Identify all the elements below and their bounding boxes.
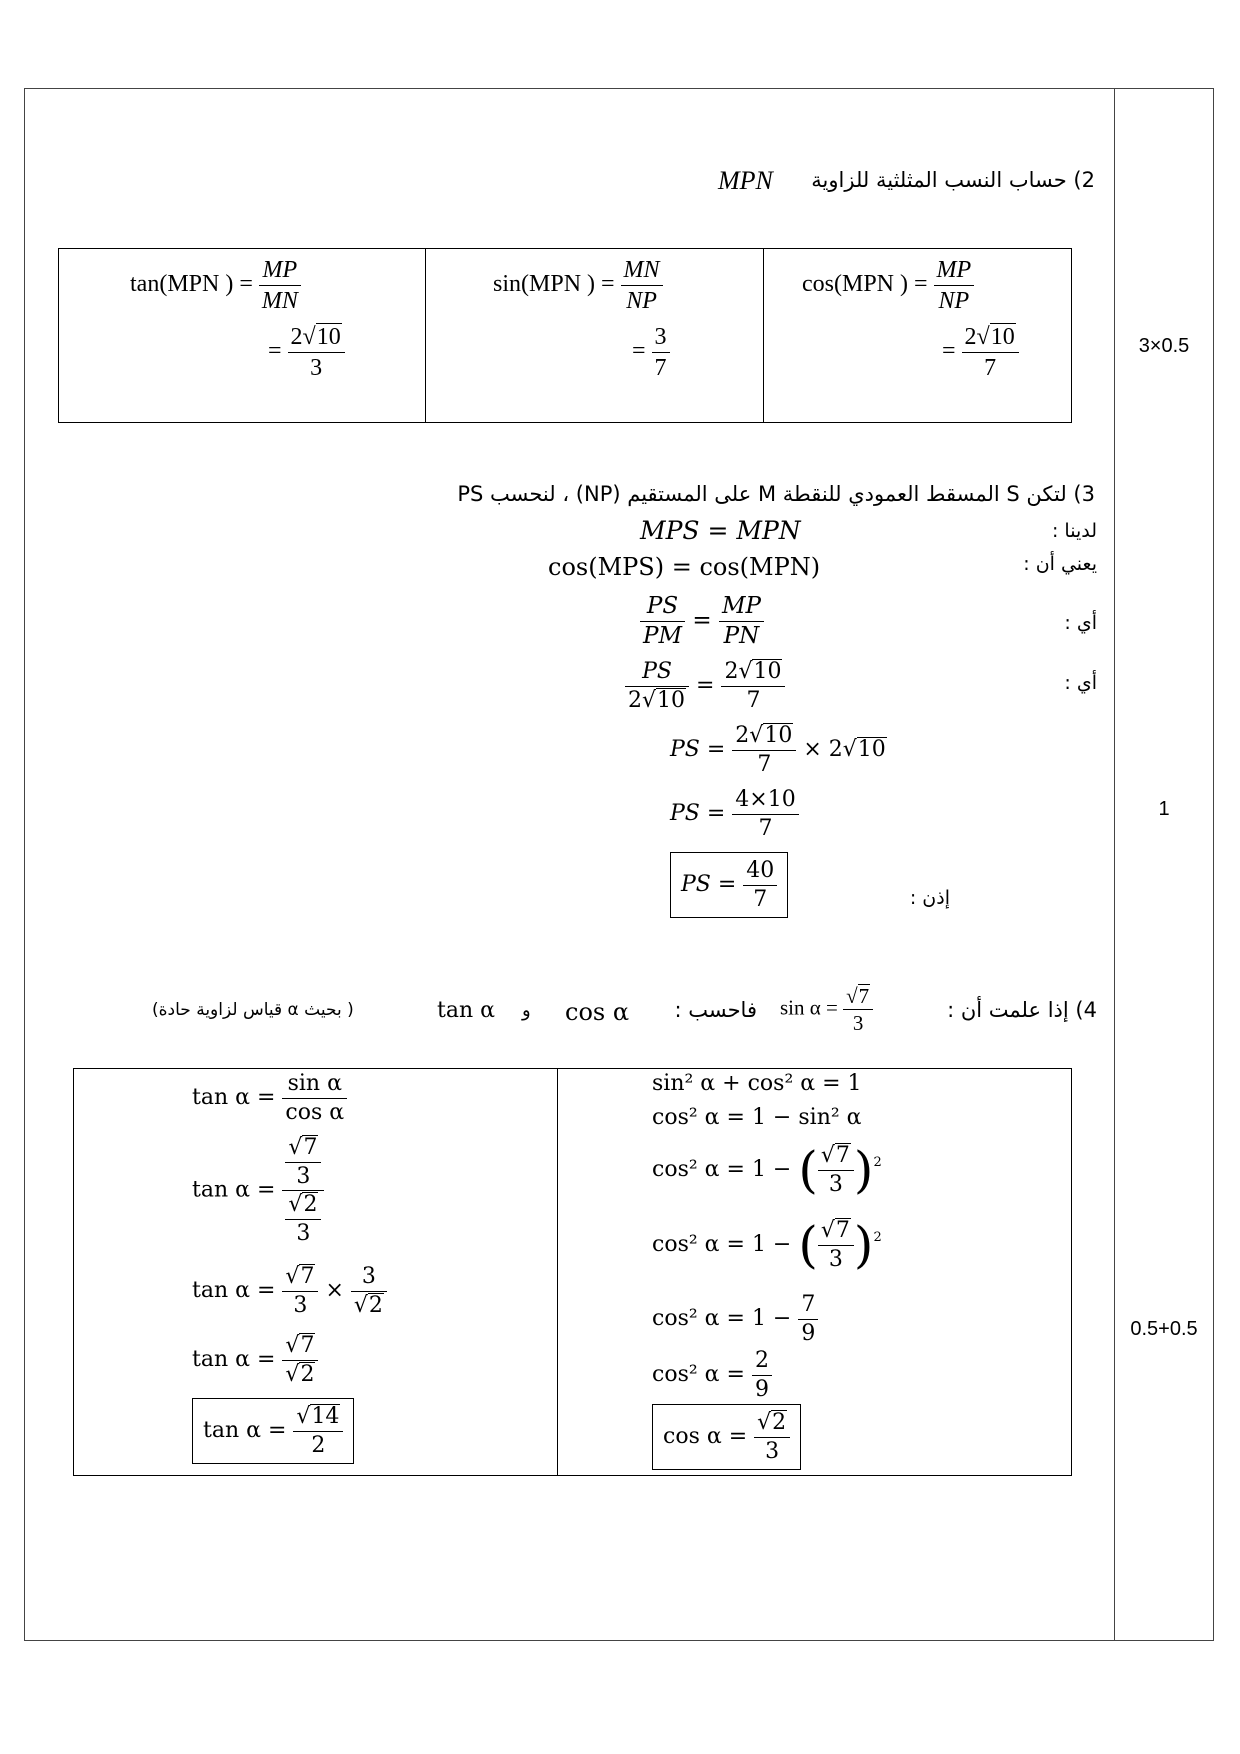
sin-den: NP [626,288,657,314]
s3-line4: $\frac{PS}{2√10}$ = $\frac{2√10}{7}$ [625,658,785,714]
cos-result-rad: 2 [772,1410,787,1435]
tan-step-2-lhs: tan α = [192,1177,276,1203]
section2-mark: 3×0.5 [1138,335,1190,357]
sin-fraction [621,255,663,316]
tan-step-1-frac [282,1070,347,1126]
tan-step-1-num: sin α [282,1070,347,1099]
s3-result [670,852,788,918]
s3-l6-den: 7 [758,815,773,841]
means-label: يعني أن : [1023,553,1097,575]
section4-cos-word: cos α [565,998,630,1026]
cos-step-5 [652,1291,818,1347]
cos-result-frac: $\frac{√2}{3}$ [754,1409,790,1465]
given-fraction: $\frac{√7}{3}$ [843,983,873,1037]
section4-given [780,983,873,1037]
sin-res-num: 3 [652,322,670,353]
s3-line1: MPS = MPN [640,516,801,545]
tan-step-2 [192,1134,324,1247]
cos-result-box [652,1404,801,1470]
tan-result-box [192,1398,354,1464]
section4-intro [947,998,1097,1022]
s3-l5-times: × 2 [803,737,843,762]
cos-step-5-frac [798,1291,818,1347]
s3-line3-frac2 [719,592,764,651]
section4-condition: ( بحيث α قياس لزاوية حادة) [152,1000,354,1020]
s3-line4-frac1: $\frac{PS}{2√10}$ [625,658,689,714]
tan-step-3-den: 3 [293,1292,308,1318]
s3-l4-den-rad: 10 [657,687,686,713]
so-label: إذن : [909,887,950,909]
section4-table-divider [557,1068,558,1476]
s3-l6-num: 4×10 [732,786,798,815]
tan-res-den: 3 [310,355,323,381]
tan-step-4-frac: $\frac{√7}{√2}$ [282,1332,318,1388]
ie1-label: أي : [1064,612,1097,634]
cos-step-4-lhs: cos² α = 1 − [652,1232,792,1257]
cos-step-4: cos² α = 1 − ( $\frac{√7}{3}$ )$^2$ [652,1216,882,1274]
section3-statement: لتكن S المسقط العمودي للنقطة M على المستقيم (NP) ، لنحسب PS [457,482,1067,506]
s3-l3-den2: PN [723,622,760,649]
tan-step-1-lhs: tan α = [192,1085,276,1110]
cos-res-den: 7 [984,355,997,381]
cos-step-6 [652,1347,772,1403]
s3-l4-num2-coef: 2 [724,659,739,684]
cos-step-5-num: 7 [798,1291,818,1320]
tan-step-2-rad-a: 7 [303,1135,318,1160]
s3-line4-frac2: $\frac{2√10}{7}$ [721,658,785,714]
s3-res-lhs: PS [681,872,711,897]
tan-result-rad: 14 [311,1404,340,1429]
section2-angle [718,168,773,194]
cos-step-6-lhs: cos² α = [652,1362,745,1387]
s3-l3-den1: PM [643,622,683,649]
s3-l3-num2: MP [719,592,764,622]
section2-heading [811,168,1095,192]
cos-result-lhs: cos α = [663,1424,748,1449]
cos-step-6-num: 2 [752,1347,772,1376]
section2-table-div2 [763,248,764,423]
s3-l4-den-coef: 2 [628,687,642,713]
sin-num: MN [621,255,663,286]
cos-step-4-rad: 7 [835,1218,850,1243]
cos-step-2: cos² α = 1 − sin² α [652,1105,862,1130]
tan-lhs: tan(MPN ) = [130,271,253,298]
s3-line6: PS = $\frac{4\times 10}{7}$ [670,786,799,842]
s3-l5-num-coef: 2 [735,723,750,748]
cos-fraction [934,255,975,316]
section3-mark: 1 [1158,798,1170,820]
cos-step-6-den: 9 [754,1376,769,1402]
cos-step-5-den: 9 [801,1320,816,1346]
tan-step-3-num2: 3 [351,1263,387,1292]
tan-step-2-den-b: 3 [296,1220,311,1246]
s3-res-num: 40 [743,857,777,886]
section2-title: حساب النسب المثلثية للزاوية [811,168,1067,192]
section4-mark: 0.5+0.5 [1130,1318,1198,1340]
tan-den: MN [261,288,298,314]
section2-angle-text: MPN [718,166,773,195]
cos-step-1: sin² α + cos² α = 1 [652,1071,862,1096]
s3-line2: cos(MPS) = cos(MPN) [548,553,821,581]
tan-result-den: 2 [311,1432,326,1458]
s3-l4-den2: 7 [746,687,761,713]
tan-step-1 [192,1070,347,1126]
tan-step-2-bottom: $\frac{√2}{3}$ [285,1191,321,1247]
sin-result: = $\frac{3}{7}$ [632,322,670,383]
cos-step-3-frac: $\frac{√7}{3}$ [818,1142,854,1198]
cos-step-3: cos² α = 1 − ( $\frac{√7}{3}$ )$^2$ [652,1141,882,1199]
section4-number: 4) [1075,998,1097,1022]
given-lhs: sin α = [780,995,838,1020]
tan-result-frac: $\frac{√14}{2}$ [293,1403,343,1459]
ie2-label: أي : [1064,672,1097,694]
s3-line3: $\frac{PS}{PM}$ = $\frac{MP}{PN}$ [640,592,764,651]
section4-and: و [522,1000,531,1021]
s3-line6-frac [732,786,798,842]
tan-step-4-lhs: tan α = [192,1347,276,1372]
s3-l5-den: 7 [757,751,772,777]
tan-step-3-lhs: tan α = [192,1278,276,1303]
s3-res-den: 7 [753,886,768,912]
tan-step-2-den-a: 3 [296,1163,311,1189]
cos-res-rad: 10 [990,324,1015,350]
tan-step-4-rad-den: 2 [300,1361,315,1387]
cos-step-3-den: 3 [828,1171,843,1197]
cos-step-5-lhs: cos² α = 1 − [652,1306,792,1331]
s3-l5-rad: 10 [857,737,886,762]
s3-line3-frac1 [640,592,685,651]
given-den: 3 [852,1011,864,1036]
tan-step-2-top: $\frac{√7}{3}$ [285,1134,321,1190]
cos-result-den: 3 [765,1438,780,1464]
s3-l4-num1: PS [625,658,689,687]
tan-fraction [259,255,301,316]
cos-step-4-frac: $\frac{√7}{3}$ [818,1217,854,1273]
cos-result-fraction: $\frac{2√10}{7}$ [962,322,1019,383]
s3-line5-frac: $\frac{2√10}{7}$ [732,722,796,778]
section4-tan-word: tan α [437,998,495,1023]
sin-lhs: sin(MPN ) = [493,271,615,298]
cos-lhs: cos(MPN ) = [802,271,928,298]
tan-step-3-frac2: $\frac{3}{√2}$ [351,1263,387,1319]
tan-result: = $\frac{2√10}{3}$ [268,322,345,383]
cos-den: NP [938,288,970,314]
sin-result-fraction [652,322,670,383]
section4-statement-b: فاحسب : [674,998,757,1022]
cos-step-3-lhs: cos² α = 1 − [652,1157,792,1182]
cos-step-4-den: 3 [828,1246,843,1272]
sin-res-den: 7 [654,355,667,381]
s3-l6-lhs: PS [670,801,700,826]
tan-result-lhs: tan α = [203,1418,287,1443]
s3-result-box: PS = $\frac{40}{7}$ [670,852,788,918]
s3-result-frac [743,857,777,913]
cos-num: MP [934,255,975,286]
cos-result [652,1404,801,1470]
marks-column-divider [1114,88,1115,1641]
tan-definition [130,255,301,316]
tan-res-coef: 2 [290,324,303,350]
sin-definition [493,255,663,316]
cos-result: = $\frac{2√10}{7}$ [942,322,1019,383]
given-rad: 7 [858,984,870,1008]
tan-step-3-times: × [325,1278,344,1303]
cos-step-3-rad: 7 [835,1143,850,1168]
section4-statement-a: إذا علمت أن : [947,998,1069,1022]
tan-step-2-complex-frac [282,1134,324,1247]
cos-definition [802,255,974,316]
tan-step-2-rad-b: 2 [303,1192,318,1217]
s3-l5-num-rad: 10 [764,723,793,748]
tan-step-3-rad2: 2 [368,1292,383,1318]
tan-result [192,1398,354,1464]
section2-table-div1 [425,248,426,423]
s3-l3-num1: PS [640,592,685,622]
tan-result-fraction: $\frac{2√10}{3}$ [288,322,345,383]
cos-res-coef: 2 [964,324,977,350]
cos-step-6-frac [752,1347,772,1403]
tan-num: MP [259,255,301,286]
tan-step-4-rad-num: 7 [300,1333,315,1358]
s3-l5-lhs: PS [670,737,700,762]
we-have-label: لدينا : [1051,520,1097,542]
section3-heading [457,482,1095,506]
s3-l4-num2-rad: 10 [753,659,782,684]
tan-step-3-frac1: $\frac{√7}{3}$ [282,1263,318,1319]
tan-step-1-den: cos α [285,1099,345,1125]
tan-step-4 [192,1332,318,1388]
tan-res-rad: 10 [316,324,341,350]
tan-step-3 [192,1263,387,1319]
section3-number: 3) [1073,482,1095,506]
section2-number: 2) [1073,168,1095,192]
tan-step-3-rad: 7 [300,1264,315,1289]
s3-line5: PS = $\frac{2√10}{7}$ × 2√10 [670,723,886,777]
